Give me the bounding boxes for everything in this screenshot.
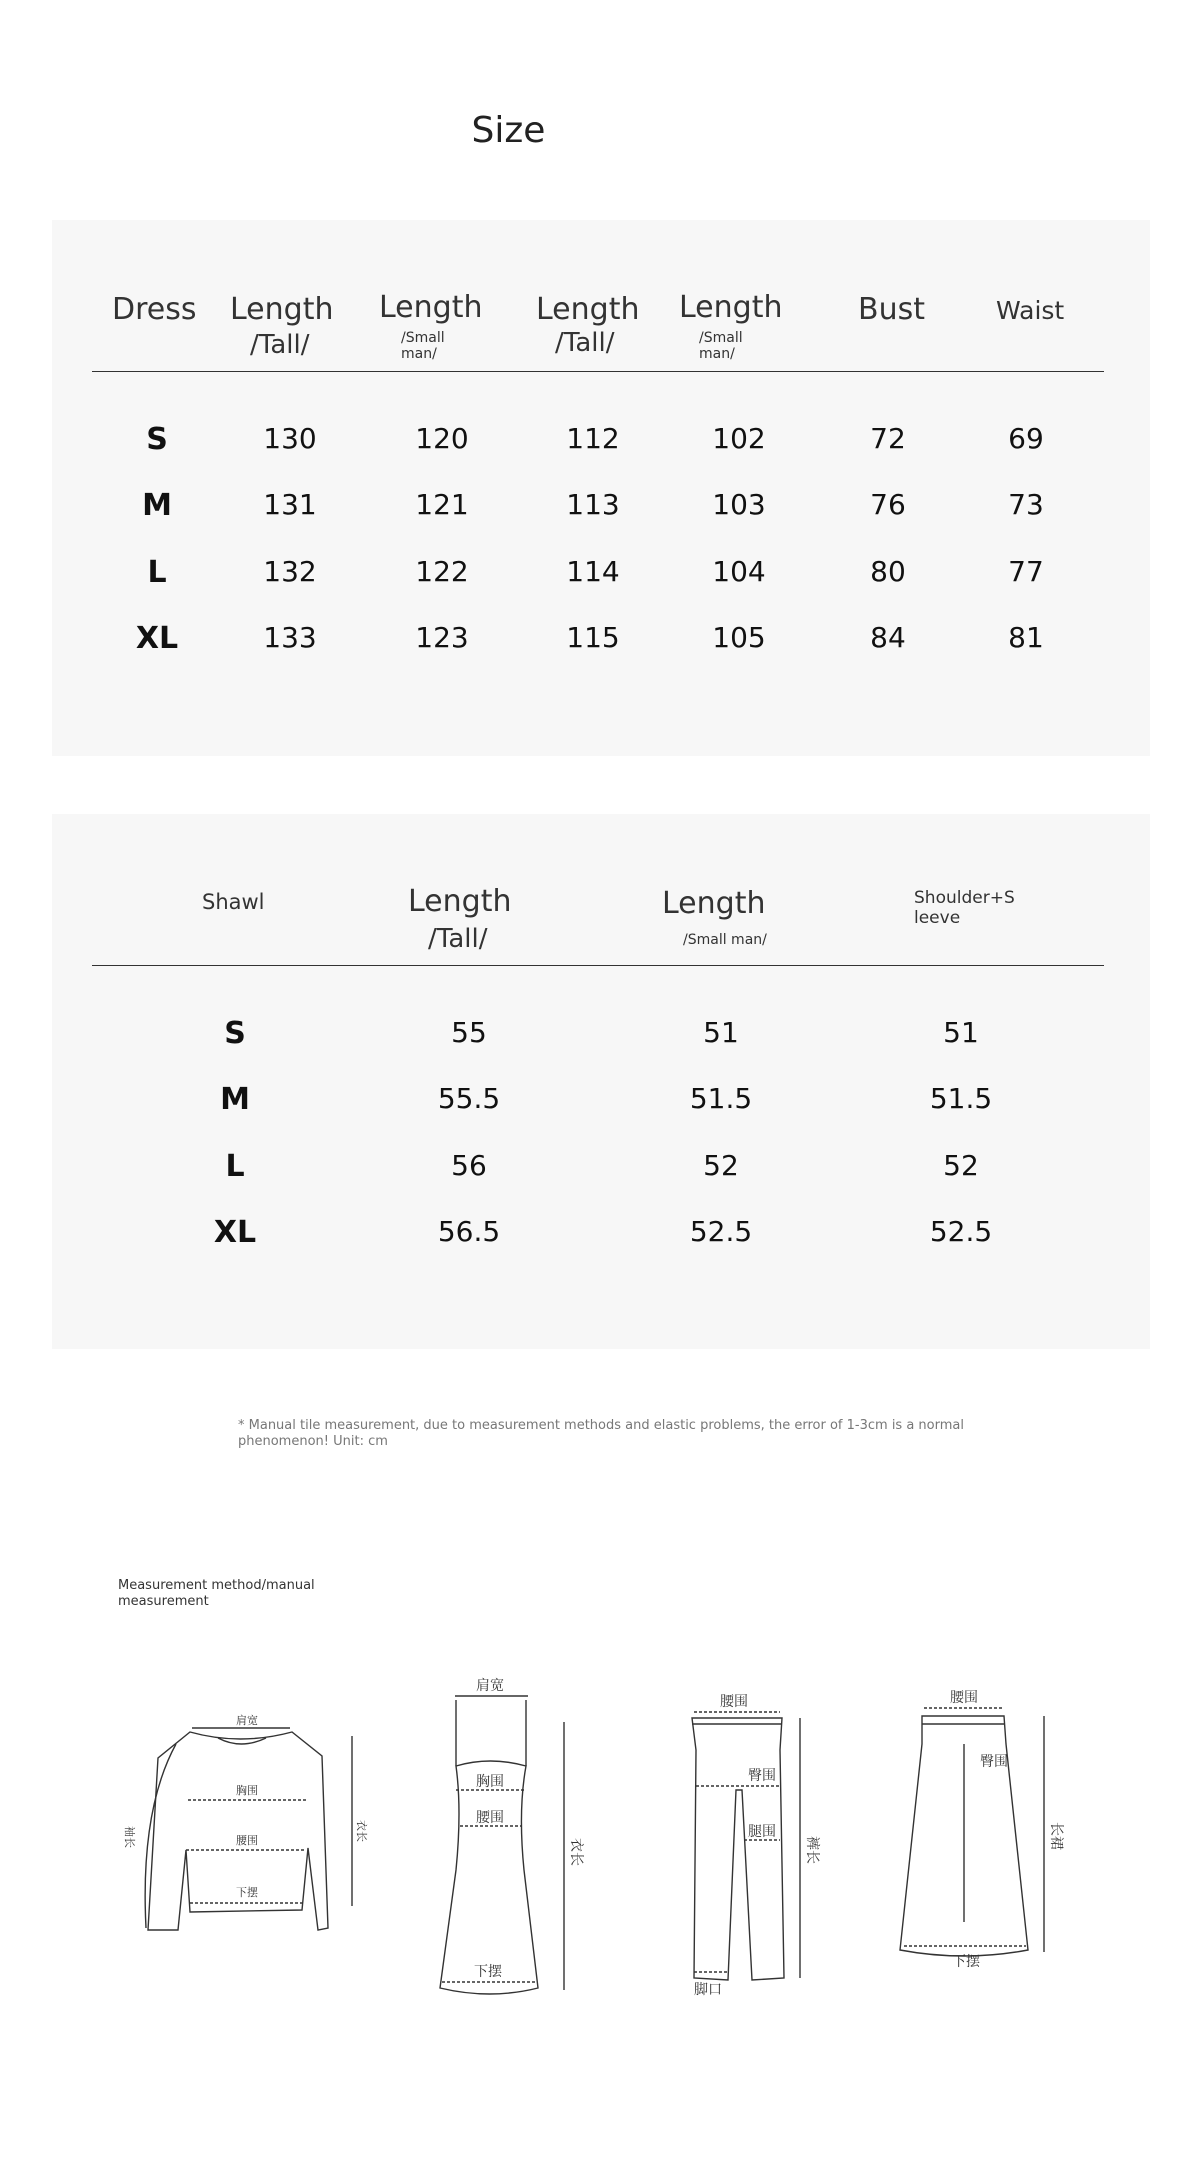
table-cell: 51 <box>943 1016 979 1049</box>
top-sleeve-label: 袖长 <box>123 1826 136 1848</box>
table-cell: 51 <box>703 1016 739 1049</box>
header-dress: Dress <box>112 292 197 327</box>
dress-length-label: 衣长 <box>568 1838 584 1866</box>
size-label: XL <box>135 621 179 656</box>
table-cell: 114 <box>566 555 620 588</box>
pants-waist-label: 腰围 <box>720 1694 748 1710</box>
size-label: L <box>147 555 167 590</box>
pants-length-label: 裤长 <box>804 1836 820 1864</box>
dress-waist-label: 腰围 <box>476 1810 504 1826</box>
skirt-diagram <box>900 1690 1064 1970</box>
skirt-waist-label: 腰围 <box>950 1690 978 1706</box>
table-cell: 69 <box>1008 422 1044 455</box>
header-divider <box>92 965 1104 966</box>
skirt-hem-label: 下摆 <box>952 1954 980 1970</box>
table-cell: 51.5 <box>689 1082 753 1115</box>
table-cell: 113 <box>566 488 620 521</box>
table-cell: 56 <box>451 1149 487 1182</box>
header-length-small-1: Length <box>379 290 483 325</box>
top-shoulder-label: 肩宽 <box>236 1714 258 1727</box>
header-length-small-2-sub: /Small man/ <box>699 330 743 362</box>
header-length-small-2: Length <box>679 290 783 325</box>
header-shawl-length-small-sub: /Small man/ <box>683 932 767 948</box>
table-cell: 73 <box>1008 488 1044 521</box>
table-cell: 52.5 <box>689 1215 753 1248</box>
header-shawl-length-small: Length <box>662 886 766 921</box>
dress-diagram <box>440 1678 584 1994</box>
header-length-tall-1-sub: /Tall/ <box>250 330 310 360</box>
header-length-tall-1: Length <box>230 292 334 327</box>
top-hem-label: 下摆 <box>236 1886 258 1899</box>
skirt-hip-label: 臀围 <box>980 1754 1008 1770</box>
dress-hem-label: 下摆 <box>474 1964 502 1980</box>
top-diagram <box>123 1713 368 1930</box>
table-cell: 112 <box>566 422 620 455</box>
table-cell: 104 <box>712 555 766 588</box>
table-cell: 80 <box>870 555 906 588</box>
header-divider <box>92 371 1104 372</box>
header-length-small-1-sub: /Small man/ <box>401 330 445 362</box>
size-label: M <box>220 1082 250 1117</box>
skirt-length-label: 长裙 <box>1048 1822 1064 1850</box>
header-shawl-length-tall: Length <box>408 884 512 919</box>
shawl-size-table <box>52 814 1150 1349</box>
header-length-tall-2-sub: /Tall/ <box>555 328 615 358</box>
size-label: M <box>142 488 172 523</box>
table-cell: 72 <box>870 422 906 455</box>
dress-size-table <box>52 220 1150 756</box>
table-cell: 105 <box>712 621 766 654</box>
table-cell: 76 <box>870 488 906 521</box>
size-label: L <box>225 1149 245 1184</box>
header-shawl: Shawl <box>202 890 265 914</box>
top-waist-label: 腰围 <box>236 1834 258 1847</box>
table-cell: 51.5 <box>929 1082 993 1115</box>
size-label: S <box>224 1016 246 1051</box>
table-cell: 55.5 <box>437 1082 501 1115</box>
table-cell: 102 <box>712 422 766 455</box>
table-cell: 84 <box>870 621 906 654</box>
pants-thigh-label: 腿围 <box>748 1824 776 1840</box>
dress-chest-label: 胸围 <box>476 1774 504 1790</box>
measurement-note: * Manual tile measurement, due to measurement methods and elastic problems, the error of 1-3cm is a normal phenomenon! Unit: cm <box>238 1418 964 1449</box>
table-cell: 130 <box>263 422 317 455</box>
table-cell: 52 <box>703 1149 739 1182</box>
table-cell: 131 <box>263 488 317 521</box>
header-bust: Bust <box>858 292 925 327</box>
size-label: XL <box>213 1215 257 1250</box>
page-title: Size <box>471 110 546 151</box>
table-cell: 120 <box>415 422 469 455</box>
table-cell: 77 <box>1008 555 1044 588</box>
table-cell: 52.5 <box>929 1215 993 1248</box>
header-shawl-length-tall-sub: /Tall/ <box>428 924 488 954</box>
pants-diagram <box>692 1694 820 1998</box>
pants-leg-opening-label: 脚口 <box>694 1982 722 1998</box>
table-cell: 132 <box>263 555 317 588</box>
table-cell: 115 <box>566 621 620 654</box>
table-cell: 56.5 <box>437 1215 501 1248</box>
table-cell: 121 <box>415 488 469 521</box>
table-cell: 122 <box>415 555 469 588</box>
measurement-diagrams <box>0 1660 1200 2020</box>
measurement-method-label: Measurement method/manual measurement <box>118 1578 315 1609</box>
table-cell: 52 <box>943 1149 979 1182</box>
table-cell: 81 <box>1008 621 1044 654</box>
table-cell: 55 <box>451 1016 487 1049</box>
table-cell: 123 <box>415 621 469 654</box>
top-chest-label: 胸围 <box>236 1784 258 1797</box>
size-label: S <box>146 422 168 457</box>
header-shoulder-sleeve: Shoulder+S leeve <box>914 888 1015 928</box>
top-length-label: 衣长 <box>355 1820 368 1842</box>
table-cell: 133 <box>263 621 317 654</box>
header-waist: Waist <box>996 296 1065 325</box>
pants-hip-label: 臀围 <box>748 1768 776 1784</box>
header-length-tall-2: Length <box>536 292 640 327</box>
table-cell: 103 <box>712 488 766 521</box>
dress-shoulder-label: 肩宽 <box>476 1678 504 1694</box>
